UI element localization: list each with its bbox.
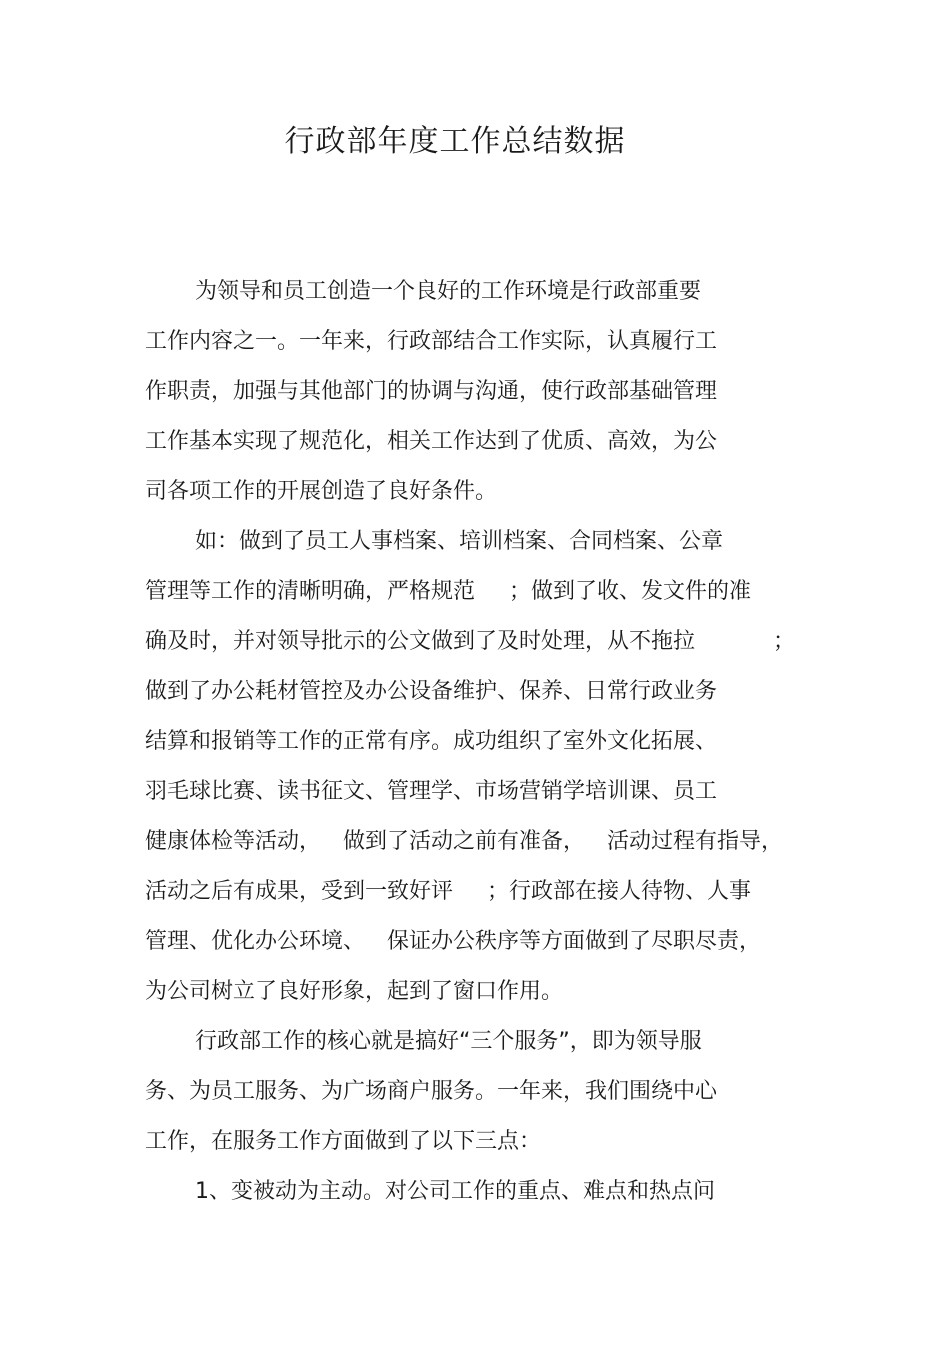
paragraph-1-line-3: 作职责，加强与其他部门的协调与沟通，使行政部基础管理 (145, 379, 718, 404)
paragraph-2-line-8 (145, 874, 751, 910)
paragraph-2-line-7 (145, 824, 783, 860)
paragraph-2-line-4: 做到了办公耗材管控及办公设备维护、保养、日常行政业务 (145, 679, 718, 704)
paragraph-2-line-3-part-1: 确及时，并对领导批示的公文做到了及时处理，从不拖拉 (145, 629, 696, 654)
document-title: 行政部年度工作总结数据 (284, 124, 626, 159)
paragraph-2-line-2-part-2: ；做到了收、发文件的准 (509, 579, 752, 604)
paragraph-3-line-1: 行政部工作的核心就是搞好“三个服务”，即为领导服 (195, 1029, 702, 1054)
paragraph-2-line-2 (145, 574, 751, 610)
paragraph-4-line-1: 1、变被动为主动。对公司工作的重点、难点和热点问 (195, 1179, 715, 1204)
paragraph-1-line-5: 司各项工作的开展创造了良好条件。 (145, 479, 498, 504)
paragraph-1-line-4: 工作基本实现了规范化，相关工作达到了优质、高效，为公 (145, 429, 718, 454)
paragraph-3-line-2: 务、为员工服务、为广场商户服务。一年来，我们围绕中心 (145, 1079, 718, 1104)
paragraph-2-line-2-part-1: 管理等工作的清晰明确，严格规范 (145, 579, 476, 604)
paragraph-2-line-3 (145, 624, 795, 660)
paragraph-2-line-5: 结算和报销等工作的正常有序。成功组织了室外文化拓展、 (145, 729, 718, 754)
paragraph-1-line-2: 工作内容之一。一年来，行政部结合工作实际，认真履行工 (145, 329, 718, 354)
paragraph-2-line-8-part-2: ；行政部在接人待物、人事 (487, 879, 752, 904)
paragraph-2-line-9-part-2: 保证办公秩序等方面做到了尽职尽责， (387, 929, 762, 954)
paragraph-3-line-3: 工作，在服务工作方面做到了以下三点： (145, 1129, 542, 1154)
paragraph-2-line-6: 羽毛球比赛、读书征文、管理学、市场营销学培训课、员工 (145, 779, 718, 804)
paragraph-2-line-1: 如：做到了员工人事档案、培训档案、合同档案、公章 (195, 529, 724, 554)
paragraph-2-line-3-part-2: ； (773, 629, 796, 654)
paragraph-2-line-10: 为公司树立了良好形象，起到了窗口作用。 (145, 979, 564, 1004)
paragraph-2-line-7-part-2: 做到了活动之前有准备， (343, 829, 586, 854)
paragraph-2-line-7-part-1: 健康体检等活动， (145, 829, 322, 854)
paragraph-1-line-1: 为领导和员工创造一个良好的工作环境是行政部重要 (195, 279, 702, 304)
paragraph-2-line-9 (145, 924, 761, 960)
paragraph-2-line-9-part-1: 管理、优化办公环境、 (145, 929, 366, 954)
paragraph-2-line-7-part-3: 活动过程有指导， (607, 829, 784, 854)
paragraph-2-line-8-part-1: 活动之后有成果，受到一致好评 (145, 879, 454, 904)
